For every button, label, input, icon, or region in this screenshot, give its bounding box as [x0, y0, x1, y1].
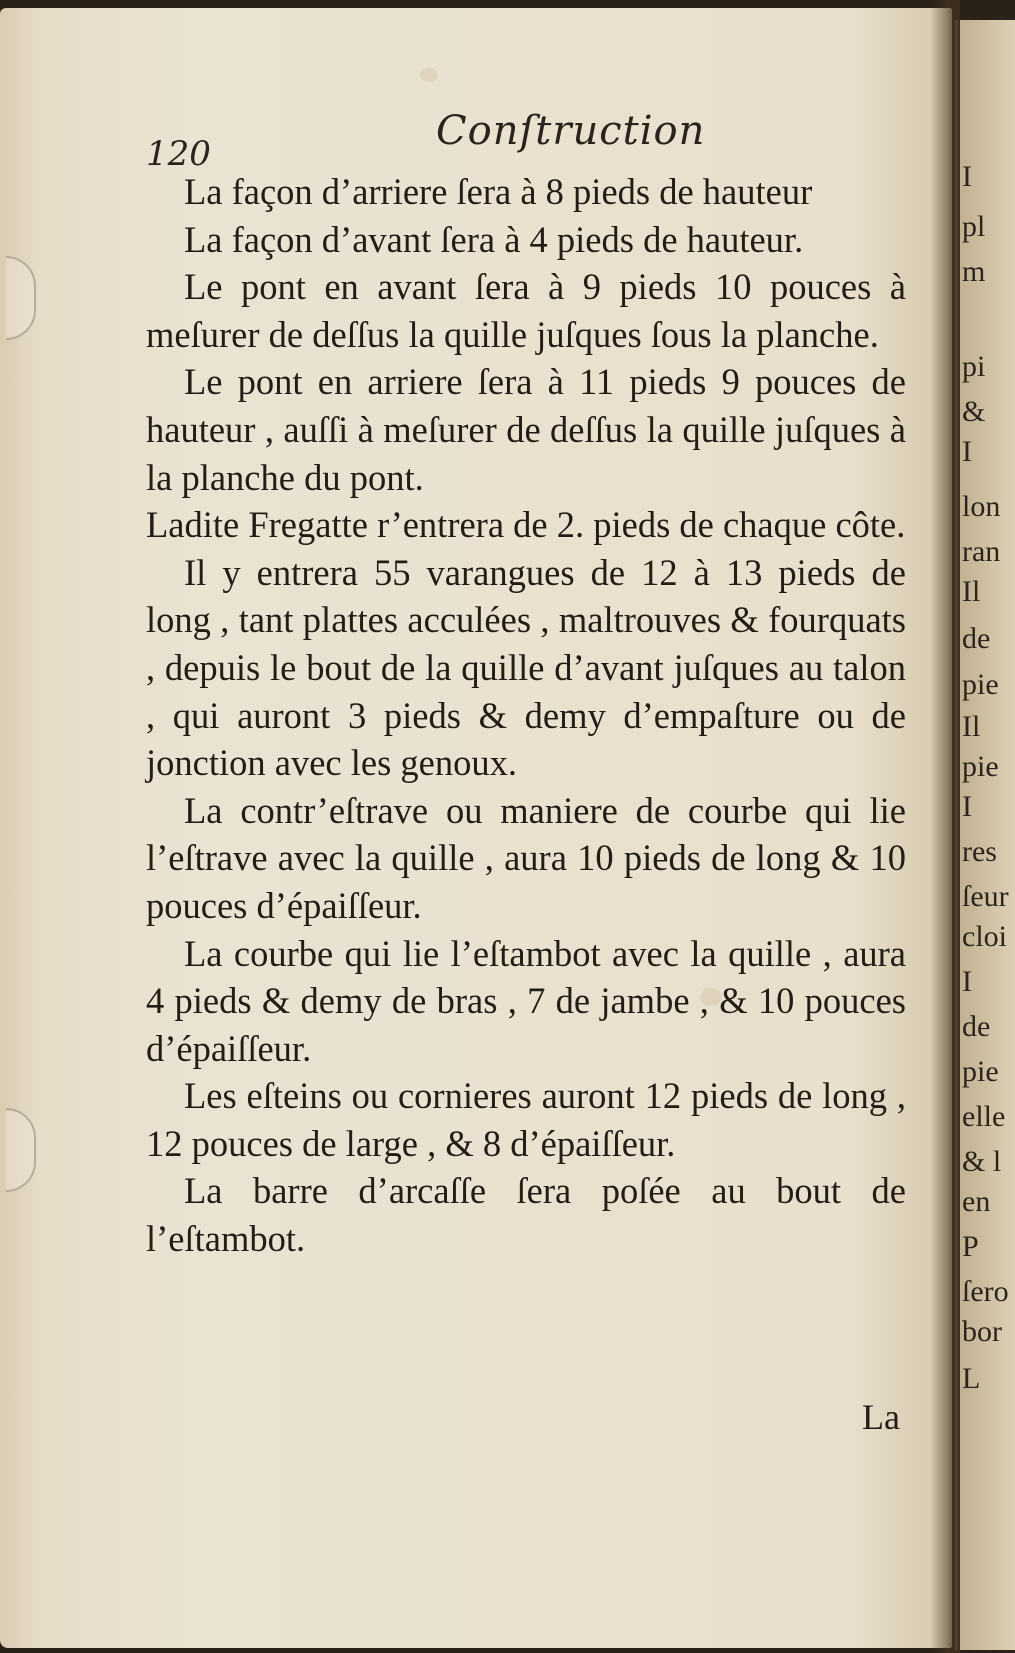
facing-page-fragment: Il — [962, 710, 981, 743]
facing-page-fragment: & — [962, 395, 986, 428]
facing-page-fragment: L — [962, 1362, 981, 1395]
paragraph: La contr’eſtrave ou maniere de courbe qui lie l’eſtrave avec la quille , aura 10 pieds de long & 10 pouces d’épaiſſeur. — [146, 789, 906, 926]
page-clip — [6, 256, 36, 340]
facing-page-fragment: pi — [962, 350, 986, 383]
paragraph: Le pont en arriere ſera à 11 pieds 9 pouces de hauteur , auſſi à meſurer de deſſus la quille juſques à la planche du pont. — [146, 361, 906, 498]
facing-page-fragment: I — [962, 790, 972, 823]
facing-page-fragment: de — [962, 1010, 991, 1043]
facing-page-fragment: res — [962, 835, 997, 868]
facing-page-fragment: bor — [962, 1315, 1002, 1348]
facing-page-fragment: en — [962, 1185, 991, 1218]
facing-page-fragment: m — [962, 255, 986, 288]
facing-page-fragment: pie — [962, 668, 999, 701]
facing-page-fragment: P — [962, 1230, 979, 1263]
facing-page-fragment: elle — [962, 1100, 1006, 1133]
catchword: La — [862, 1397, 900, 1437]
paragraph: Ladite Fregatte r’entrera de 2. pieds de chaque côte. — [146, 504, 906, 546]
paragraph: Il y entrera 55 varangues de 12 à 13 pieds de long , tant plattes acculées , maltrouves & fourquats , depuis le bout de la quille d’avant juſques au talon , qui auront 3 pieds & demy d’empaſture ou de jonction avec les genoux. — [146, 551, 906, 784]
facing-page-fragment: I — [962, 965, 972, 998]
page-number: 120 — [146, 134, 211, 174]
paragraph: La courbe qui lie l’eſtambot avec la quille , aura 4 pieds & demy de bras , 7 de jambe , & 10 pouces d’épaiſſeur. — [146, 932, 906, 1069]
facing-page-fragment: I — [962, 160, 972, 193]
paragraph: Les eſteins ou cornieres auront 12 pieds de long , 12 pouces de large , & 8 d’épaiſſeur. — [146, 1075, 906, 1164]
facing-page-fragment: Il — [962, 575, 981, 608]
facing-page-fragment: I — [962, 435, 972, 468]
facing-page-text — [962, 0, 1009, 1653]
facing-page-fragment: lon — [962, 490, 1001, 523]
facing-page-fragment: & l — [962, 1145, 1002, 1178]
facing-page-fragment: ran — [962, 535, 1001, 568]
foxing-spot — [420, 68, 438, 82]
book-gutter — [930, 0, 960, 1653]
facing-page-fragment: pie — [962, 1055, 999, 1088]
page-clip — [6, 1108, 36, 1192]
facing-page-fragment: cloi — [962, 920, 1007, 953]
page-header — [146, 108, 906, 174]
paragraph: Le pont en avant ſera à 9 pieds 10 pouces à meſurer de deſſus la quille juſques ſous la planche. — [146, 266, 906, 355]
facing-page-fragment: de — [962, 622, 991, 655]
facing-page-fragment: pie — [962, 750, 999, 783]
facing-page-fragment: pl — [962, 210, 986, 243]
paragraph: La façon d’avant ſera à 4 pieds de hauteur. — [184, 218, 804, 260]
facing-page-fragment: ſero — [962, 1275, 1009, 1308]
paragraph: La barre d’arcaſſe ſera poſée au bout de l’eſtambot. — [146, 1170, 906, 1260]
running-title: Conſtruction — [436, 108, 706, 154]
body-text — [146, 168, 906, 1263]
paragraph: La façon d’arriere ſera à 8 pieds de hauteur — [184, 171, 813, 212]
facing-page-fragment: ſeur — [962, 880, 1009, 913]
